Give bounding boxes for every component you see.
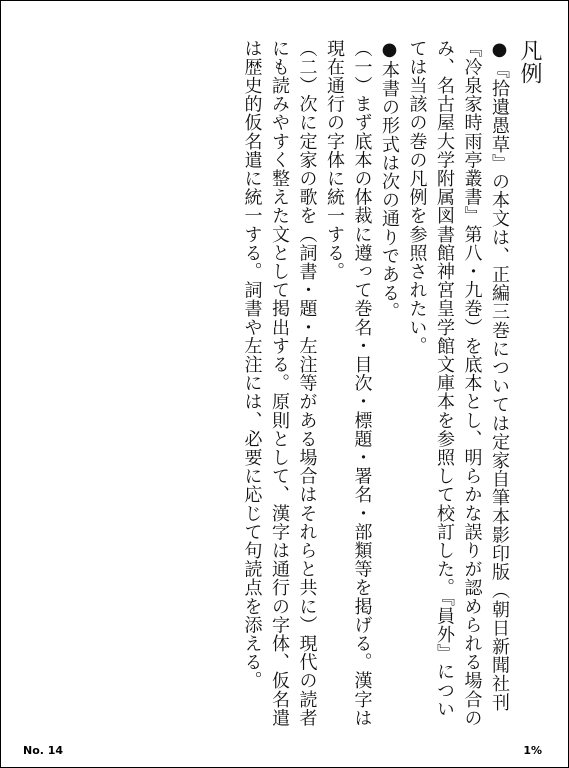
paragraph-3 xyxy=(321,39,376,731)
paragraph-2-text: 本書の形式は次の通りである。 xyxy=(379,60,400,322)
bullet-icon: ● xyxy=(379,39,400,61)
paragraph-4-text: （二）次に定家の歌を（詞書・題・左注等がある場合はそれらと共に）現代の読者にも読みやすく整えた文として掲出する。原則として、漢字は通行の字体、仮名遣は歴史的仮名遣に統一する。詞書や左注には、必要に応じて句読点を添える。 xyxy=(241,39,318,728)
paragraph-2 xyxy=(376,39,404,731)
paragraph-3-text: （一）まず底本の体裁に遵って巻名・目次・標題・署名・部類等を掲げる。漢字は現在通行の字体に統一する。 xyxy=(324,39,373,728)
paragraph-4 xyxy=(238,39,321,731)
vertical-text-block xyxy=(238,39,546,731)
bullet-icon: ● xyxy=(489,39,510,61)
paragraph-1 xyxy=(403,39,513,731)
reading-progress: 1% xyxy=(523,744,542,757)
page-content xyxy=(31,39,546,731)
page-number: No. 14 xyxy=(23,744,64,757)
paragraph-1-text: 『拾遺愚草』の本文は、正編三巻については定家自筆本影印版（朝日新聞社刊『冷泉家時雨亭叢書』第八・九巻）を底本とし、明らかな誤りが認められる場合のみ、名古屋大学附属図書館神宮皇学館文庫本を参照して校訂した。『員外』については当該の巻の凡例を参照されたい。 xyxy=(406,39,510,728)
section-heading: 凡例 xyxy=(517,39,542,85)
